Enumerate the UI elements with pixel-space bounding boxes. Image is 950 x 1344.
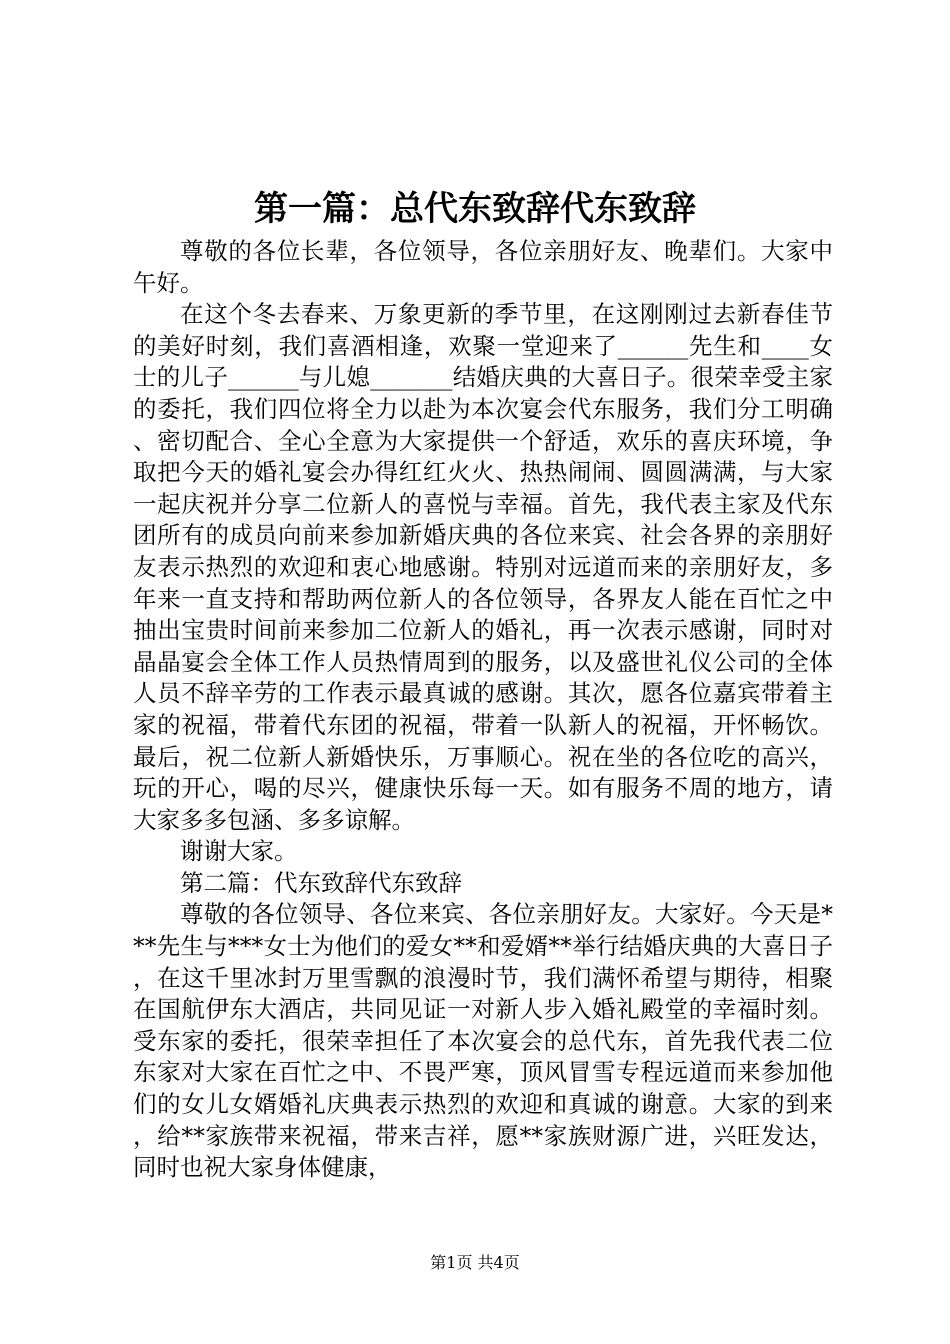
document-body [133,236,833,1184]
document-title: 第一篇：总代东致辞代东致辞 [254,189,696,229]
paragraph-main-speech: 在这个冬去春来、万象更新的季节里，在这刚刚过去新春佳节的美好时刻，我们喜酒相逢，欢聚一堂迎来了______先生和____女士的儿子______与儿媳_______结婚庆典的大喜日子。很荣幸受主家的委托，我们四位将全力以赴为本次宴会代东服务，我们分工明确、密切配合、全心全意为大家提供一个舒适，欢乐的喜庆环境，争取把今天的婚礼宴会办得红红火火、热热闹闹、圆圆满满，与大家一起庆祝并分享二位新人的喜悦与幸福。首先，我代表主家及代东团所有的成员向前来参加新婚庆典的各位来宾、社会各界的亲朋好友表示热烈的欢迎和衷心地感谢。特别对远道而来的亲朋好友，多年来一直支持和帮助两位新人的各位领导，各界友人能在百忙之中抽出宝贵时间前来参加二位新人的婚礼，再一次表示感谢，同时对晶晶宴会全体工作人员热情周到的服务，以及盛世礼仪公司的全体人员不辞辛劳的工作表示最真诚的感谢。其次，愿各位嘉宾带着主家的祝福，带着代东团的祝福，带着一队新人的祝福，开怀畅饮。最后，祝二位新人新婚快乐，万事顺心。祝在坐的各位吃的高兴，玩的开心，喝的尽兴，健康快乐每一天。如有服务不周的地方，请大家多多包涵、多多谅解。 [133,300,833,834]
paragraph-thanks: 谢谢大家。 [180,837,298,866]
paragraph-greeting: 尊敬的各位长辈，各位领导，各位亲朋好友、晚辈们。大家中午好。 [133,237,833,297]
page-footer: 第1页 共4页 [430,1253,520,1272]
section-heading-second: 第二篇：代东致辞代东致辞 [180,868,462,897]
paragraph-second-speech: 尊敬的各位领导、各位来宾、各位亲朋好友。大家好。今天是***先生与***女士为他们的爱女**和爱婿**举行结婚庆典的大喜日子，在这千里冰封万里雪飘的浪漫时节，我们满怀希望与期待，相聚在国航伊东大酒店，共同见证一对新人步入婚礼殿堂的幸福时刻。受东家的委托，很荣幸担任了本次宴会的总代东，首先我代表二位东家对大家在百忙之中、不畏严寒，顶风冒雪专程远道而来参加他们的女儿女婿婚礼庆典表示热烈的欢迎和真诚的谢意。大家的到来，给**家族带来祝福，带来吉祥，愿**家族财源广进，兴旺发达，同时也祝大家身体健康， [133,900,833,1182]
